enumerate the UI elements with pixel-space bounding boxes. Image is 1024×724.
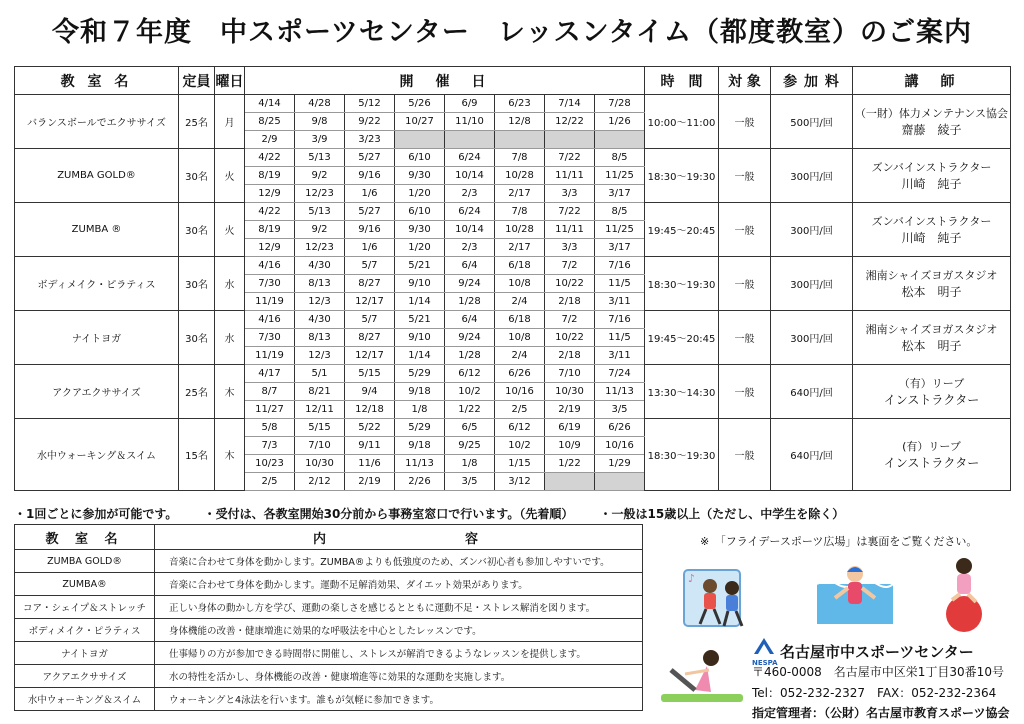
date-cell: 6/18 — [495, 257, 545, 275]
day: 水 — [215, 257, 245, 311]
description-header-row — [15, 525, 643, 550]
yoga-illustration — [655, 640, 747, 710]
description-row — [15, 573, 643, 596]
class-name: ZUMBA GOLD® — [15, 149, 179, 203]
date-cell: 8/25 — [245, 113, 295, 131]
date-cell — [595, 131, 645, 149]
target: 一般 — [719, 311, 771, 365]
date-cell: 11/11 — [545, 167, 595, 185]
date-cell: 7/3 — [245, 437, 295, 455]
date-cell: 10/16 — [495, 383, 545, 401]
date-cell: 12/3 — [295, 347, 345, 365]
date-cell: 2/19 — [545, 401, 595, 419]
nespa-logo-icon — [752, 636, 776, 658]
date-cell: 3/5 — [445, 473, 495, 491]
date-cell: 10/22 — [545, 275, 595, 293]
date-cell: 1/20 — [395, 185, 445, 203]
schedule-table — [14, 66, 1011, 491]
date-cell: 12/9 — [245, 239, 295, 257]
date-cell: 1/26 — [595, 113, 645, 131]
header-fee: 参 加 料 — [771, 67, 853, 95]
instructor-org: (有）リーブ — [902, 439, 961, 453]
instructor-name: インストラクター — [883, 455, 980, 470]
instructor — [853, 95, 1011, 149]
instructor-name: 松本 明子 — [901, 284, 962, 299]
date-cell: 5/8 — [245, 419, 295, 437]
date-cell: 4/17 — [245, 365, 295, 383]
date-cell: 1/20 — [395, 239, 445, 257]
date-cell: 10/23 — [245, 455, 295, 473]
header-capacity: 定員 — [179, 67, 215, 95]
date-cell: 7/8 — [495, 149, 545, 167]
center-manager: 指定管理者：（公財）名古屋市教育スポーツ協会 — [752, 706, 1010, 720]
date-cell: 5/1 — [295, 365, 345, 383]
date-cell: 12/17 — [345, 347, 395, 365]
schedule-row — [15, 311, 1011, 329]
date-cell: 2/19 — [345, 473, 395, 491]
instructor — [853, 149, 1011, 203]
instructor-org: （有）リーブ — [898, 376, 965, 390]
capacity: 30名 — [179, 311, 215, 365]
date-cell: 10/9 — [545, 437, 595, 455]
page-title: 令和７年度 中スポーツセンター レッスンタイム（都度教室）のご案内 — [52, 17, 972, 48]
schedule-row — [15, 257, 1011, 275]
center-name: 名古屋市中スポーツセンター — [780, 643, 974, 661]
class-name: アクアエクササイズ — [15, 365, 179, 419]
description-row — [15, 688, 643, 711]
balance-ball-illustration — [940, 556, 988, 634]
date-cell: 6/26 — [595, 419, 645, 437]
aqua-illustration — [815, 562, 895, 628]
schedule-header-row — [15, 67, 1011, 95]
header-class-name: 教 室 名 — [15, 67, 179, 95]
date-cell: 11/13 — [395, 455, 445, 473]
date-cell: 12/11 — [295, 401, 345, 419]
date-cell: 11/11 — [545, 221, 595, 239]
flyer-note: ※ 「フライデースポーツ広場」は裏面をご覧ください。 — [700, 535, 978, 548]
date-cell: 5/21 — [395, 311, 445, 329]
date-cell: 11/27 — [245, 401, 295, 419]
date-cell: 9/2 — [295, 167, 345, 185]
date-cell: 11/13 — [595, 383, 645, 401]
date-cell: 11/10 — [445, 113, 495, 131]
date-cell: 12/9 — [245, 185, 295, 203]
capacity: 30名 — [179, 257, 215, 311]
date-cell: 4/22 — [245, 149, 295, 167]
date-cell: 8/27 — [345, 275, 395, 293]
desc-content: 音楽に合わせて身体を動かします。ZUMBA®よりも低強度のため、ズンバ初心者も参加しやすいです。 — [155, 550, 643, 573]
day: 火 — [215, 203, 245, 257]
date-cell: 3/3 — [545, 185, 595, 203]
date-cell — [545, 131, 595, 149]
header-time: 時 間 — [645, 67, 719, 95]
time: 10:00～11:00 — [645, 95, 719, 149]
date-cell: 11/19 — [245, 347, 295, 365]
date-cell: 3/12 — [495, 473, 545, 491]
instructor — [853, 257, 1011, 311]
day: 火 — [215, 149, 245, 203]
instructor-name: インストラクター — [883, 392, 980, 407]
date-cell: 9/11 — [345, 437, 395, 455]
header-dates: 開 催 日 — [245, 67, 645, 95]
date-cell: 8/27 — [345, 329, 395, 347]
svg-text:♪: ♪ — [688, 572, 696, 585]
date-cell: 8/7 — [245, 383, 295, 401]
date-cell: 11/19 — [245, 293, 295, 311]
date-cell — [445, 131, 495, 149]
date-cell: 7/30 — [245, 329, 295, 347]
date-cell: 2/3 — [445, 239, 495, 257]
date-cell: 9/4 — [345, 383, 395, 401]
date-cell: 7/28 — [595, 95, 645, 113]
date-cell: 1/29 — [595, 455, 645, 473]
date-cell: 5/29 — [395, 365, 445, 383]
date-cell: 12/17 — [345, 293, 395, 311]
instructor-org: ズンバインストラクター — [871, 160, 992, 174]
capacity: 15名 — [179, 419, 215, 491]
notes — [14, 505, 1014, 522]
date-cell: 1/6 — [345, 185, 395, 203]
date-cell: 7/30 — [245, 275, 295, 293]
date-cell: 4/14 — [245, 95, 295, 113]
date-cell: 10/8 — [495, 275, 545, 293]
date-cell: 1/8 — [445, 455, 495, 473]
date-cell: 7/22 — [545, 149, 595, 167]
target: 一般 — [719, 365, 771, 419]
date-cell: 7/16 — [595, 311, 645, 329]
date-cell: 1/14 — [395, 347, 445, 365]
instructor-org: 湘南シャイズヨガスタジオ — [865, 322, 998, 336]
date-cell: 10/30 — [545, 383, 595, 401]
date-cell — [395, 131, 445, 149]
dance-illustration — [680, 562, 758, 634]
date-cell: 1/15 — [495, 455, 545, 473]
date-cell: 6/10 — [395, 149, 445, 167]
date-cell: 2/18 — [545, 347, 595, 365]
class-name: ZUMBA ® — [15, 203, 179, 257]
instructor-name: 松本 明子 — [901, 338, 962, 353]
desc-content: 音楽に合わせて身体を動かします。運動不足解消効果、ダイエット効果があります。 — [155, 573, 643, 596]
date-cell: 1/8 — [395, 401, 445, 419]
class-name: 水中ウォーキング＆スイム — [15, 419, 179, 491]
date-cell: 8/5 — [595, 203, 645, 221]
date-cell: 11/5 — [595, 275, 645, 293]
date-cell: 7/14 — [545, 95, 595, 113]
target: 一般 — [719, 419, 771, 491]
date-cell: 12/8 — [495, 113, 545, 131]
desc-content: 身体機能の改善・健康増進に効果的な呼吸法を中心としたレッスンです。 — [155, 619, 643, 642]
date-cell — [545, 473, 595, 491]
date-cell: 7/22 — [545, 203, 595, 221]
date-cell: 12/18 — [345, 401, 395, 419]
date-cell: 9/18 — [395, 383, 445, 401]
date-cell: 12/23 — [295, 239, 345, 257]
date-cell: 6/12 — [495, 419, 545, 437]
header-instructor: 講 師 — [853, 67, 1011, 95]
date-cell: 2/9 — [245, 131, 295, 149]
date-cell: 3/3 — [545, 239, 595, 257]
date-cell: 10/30 — [295, 455, 345, 473]
date-cell: 9/10 — [395, 329, 445, 347]
date-cell: 9/8 — [295, 113, 345, 131]
instructor — [853, 365, 1011, 419]
date-cell: 1/6 — [345, 239, 395, 257]
date-cell: 4/16 — [245, 311, 295, 329]
date-cell: 10/28 — [495, 221, 545, 239]
instructor-org: （一財）体力メンテナンス協会 — [854, 106, 1009, 120]
date-cell: 5/12 — [345, 95, 395, 113]
header-day: 曜日 — [215, 67, 245, 95]
date-cell: 12/3 — [295, 293, 345, 311]
date-cell: 6/9 — [445, 95, 495, 113]
note-age: ・一般は15歳以上（ただし、中学生を除く） — [599, 507, 845, 521]
date-cell: 1/22 — [445, 401, 495, 419]
center-address: 〒460-0008 名古屋市中区栄1丁目30番10号 — [752, 665, 1004, 679]
date-cell: 9/10 — [395, 275, 445, 293]
day: 木 — [215, 419, 245, 491]
fee: 500円/回 — [771, 95, 853, 149]
date-cell: 10/2 — [445, 383, 495, 401]
fee: 300円/回 — [771, 203, 853, 257]
schedule-row — [15, 203, 1011, 221]
note-per-session: ・1回ごとに参加が可能です。 — [14, 507, 178, 521]
date-cell: 1/28 — [445, 293, 495, 311]
date-cell: 7/24 — [595, 365, 645, 383]
date-cell: 8/5 — [595, 149, 645, 167]
desc-class-name: アクアエクササイズ — [15, 665, 155, 688]
desc-content: 水の特性を活かし、身体機能の改善・健康増進等に効果的な運動を実施します。 — [155, 665, 643, 688]
schedule-row — [15, 95, 1011, 113]
date-cell: 6/24 — [445, 203, 495, 221]
date-cell: 8/19 — [245, 221, 295, 239]
date-cell: 5/22 — [345, 419, 395, 437]
date-cell: 2/5 — [245, 473, 295, 491]
date-cell: 10/14 — [445, 221, 495, 239]
date-cell: 9/22 — [345, 113, 395, 131]
note-reception: ・受付は、各教室開始30分前から事務室窓口で行います。（先着順） — [203, 507, 574, 521]
date-cell: 10/16 — [595, 437, 645, 455]
description-row — [15, 619, 643, 642]
date-cell: 10/27 — [395, 113, 445, 131]
date-cell: 2/17 — [495, 185, 545, 203]
date-cell: 8/13 — [295, 275, 345, 293]
fee: 300円/回 — [771, 149, 853, 203]
desc-content: ウォーキングと4泳法を行います。誰もが気軽に参加できます。 — [155, 688, 643, 711]
desc-class-name: 水中ウォーキング＆スイム — [15, 688, 155, 711]
date-cell: 3/5 — [595, 401, 645, 419]
date-cell: 7/10 — [295, 437, 345, 455]
date-cell: 2/4 — [495, 347, 545, 365]
day: 月 — [215, 95, 245, 149]
time: 13:30～14:30 — [645, 365, 719, 419]
date-cell: 8/19 — [245, 167, 295, 185]
fee: 640円/回 — [771, 419, 853, 491]
date-cell: 11/25 — [595, 167, 645, 185]
date-cell: 6/18 — [495, 311, 545, 329]
time: 18:30～19:30 — [645, 149, 719, 203]
date-cell — [595, 473, 645, 491]
date-cell: 9/30 — [395, 221, 445, 239]
date-cell: 1/28 — [445, 347, 495, 365]
date-cell: 7/2 — [545, 311, 595, 329]
date-cell: 11/6 — [345, 455, 395, 473]
date-cell: 7/2 — [545, 257, 595, 275]
date-cell: 9/25 — [445, 437, 495, 455]
date-cell: 10/22 — [545, 329, 595, 347]
schedule-row — [15, 365, 1011, 383]
date-cell: 5/7 — [345, 257, 395, 275]
date-cell: 6/4 — [445, 257, 495, 275]
capacity: 25名 — [179, 95, 215, 149]
target: 一般 — [719, 203, 771, 257]
date-cell: 9/24 — [445, 275, 495, 293]
date-cell: 3/23 — [345, 131, 395, 149]
desc-class-name: ボディメイク・ピラティス — [15, 619, 155, 642]
date-cell: 9/18 — [395, 437, 445, 455]
date-cell: 9/30 — [395, 167, 445, 185]
date-cell: 11/5 — [595, 329, 645, 347]
date-cell: 7/10 — [545, 365, 595, 383]
date-cell: 3/11 — [595, 293, 645, 311]
date-cell: 2/4 — [495, 293, 545, 311]
date-cell: 3/17 — [595, 185, 645, 203]
instructor-org: 湘南シャイズヨガスタジオ — [865, 268, 998, 282]
header-target: 対 象 — [719, 67, 771, 95]
capacity: 25名 — [179, 365, 215, 419]
date-cell: 9/16 — [345, 221, 395, 239]
date-cell: 2/3 — [445, 185, 495, 203]
time: 18:30～19:30 — [645, 419, 719, 491]
center-phone: Tel：052-232-2327 FAX：052-232-2364 — [752, 686, 997, 700]
date-cell: 5/27 — [345, 149, 395, 167]
fee: 640円/回 — [771, 365, 853, 419]
desc-class-name: コア・シェイプ＆ストレッチ — [15, 596, 155, 619]
date-cell: 1/22 — [545, 455, 595, 473]
date-cell: 9/2 — [295, 221, 345, 239]
date-cell: 5/13 — [295, 149, 345, 167]
date-cell: 6/4 — [445, 311, 495, 329]
date-cell: 7/8 — [495, 203, 545, 221]
date-cell: 11/25 — [595, 221, 645, 239]
target: 一般 — [719, 257, 771, 311]
target: 一般 — [719, 95, 771, 149]
description-row — [15, 642, 643, 665]
date-cell: 6/12 — [445, 365, 495, 383]
date-cell: 6/24 — [445, 149, 495, 167]
date-cell: 10/2 — [495, 437, 545, 455]
capacity: 30名 — [179, 203, 215, 257]
date-cell: 3/9 — [295, 131, 345, 149]
class-name: バランスボールでエクササイズ — [15, 95, 179, 149]
time: 18:30～19:30 — [645, 257, 719, 311]
description-row — [15, 665, 643, 688]
desc-class-name: ZUMBA GOLD® — [15, 550, 155, 573]
date-cell: 8/21 — [295, 383, 345, 401]
date-cell: 6/10 — [395, 203, 445, 221]
date-cell: 10/8 — [495, 329, 545, 347]
schedule-row — [15, 149, 1011, 167]
day: 木 — [215, 365, 245, 419]
date-cell: 10/28 — [495, 167, 545, 185]
date-cell: 5/13 — [295, 203, 345, 221]
date-cell: 5/21 — [395, 257, 445, 275]
date-cell: 4/28 — [295, 95, 345, 113]
date-cell: 2/26 — [395, 473, 445, 491]
date-cell: 5/26 — [395, 95, 445, 113]
date-cell: 4/16 — [245, 257, 295, 275]
desc-header-name: 教 室 名 — [15, 525, 155, 550]
date-cell: 3/11 — [595, 347, 645, 365]
desc-class-name: ZUMBA® — [15, 573, 155, 596]
instructor — [853, 203, 1011, 257]
desc-header-content: 内 容 — [155, 525, 643, 550]
desc-content: 正しい身体の動かし方を学び、運動の楽しさを感じるとともに運動不足・ストレス解消を図ります。 — [155, 596, 643, 619]
class-name: ボディメイク・ピラティス — [15, 257, 179, 311]
date-cell: 12/22 — [545, 113, 595, 131]
date-cell: 8/13 — [295, 329, 345, 347]
date-cell: 6/26 — [495, 365, 545, 383]
date-cell: 5/15 — [345, 365, 395, 383]
instructor — [853, 311, 1011, 365]
fee: 300円/回 — [771, 257, 853, 311]
date-cell: 12/23 — [295, 185, 345, 203]
fee: 300円/回 — [771, 311, 853, 365]
date-cell: 5/7 — [345, 311, 395, 329]
desc-content: 仕事帰りの方が参加できる時間帯に開催し、ストレスが解消できるようなレッスンを提供します。 — [155, 642, 643, 665]
date-cell: 1/14 — [395, 293, 445, 311]
nespa-logo-text: NESPA — [752, 659, 778, 667]
date-cell: 9/24 — [445, 329, 495, 347]
day: 水 — [215, 311, 245, 365]
date-cell: 5/27 — [345, 203, 395, 221]
date-cell: 2/18 — [545, 293, 595, 311]
date-cell: 4/30 — [295, 311, 345, 329]
instructor-name: 川崎 純子 — [901, 176, 962, 191]
instructor — [853, 419, 1011, 491]
date-cell: 5/29 — [395, 419, 445, 437]
date-cell: 4/22 — [245, 203, 295, 221]
description-table — [14, 524, 643, 711]
date-cell: 6/19 — [545, 419, 595, 437]
schedule-row — [15, 419, 1011, 437]
date-cell: 9/16 — [345, 167, 395, 185]
date-cell: 6/5 — [445, 419, 495, 437]
date-cell: 2/17 — [495, 239, 545, 257]
capacity: 30名 — [179, 149, 215, 203]
date-cell: 4/30 — [295, 257, 345, 275]
date-cell: 3/17 — [595, 239, 645, 257]
date-cell: 6/23 — [495, 95, 545, 113]
class-name: ナイトヨガ — [15, 311, 179, 365]
instructor-name: 川崎 純子 — [901, 230, 962, 245]
date-cell: 10/14 — [445, 167, 495, 185]
date-cell — [495, 131, 545, 149]
instructor-org: ズンバインストラクター — [871, 214, 992, 228]
description-row — [15, 596, 643, 619]
date-cell: 7/16 — [595, 257, 645, 275]
instructor-name: 齋藤 綾子 — [901, 122, 962, 137]
time: 19:45～20:45 — [645, 311, 719, 365]
description-row — [15, 550, 643, 573]
target: 一般 — [719, 149, 771, 203]
date-cell: 2/5 — [495, 401, 545, 419]
date-cell: 2/12 — [295, 473, 345, 491]
date-cell: 5/15 — [295, 419, 345, 437]
time: 19:45～20:45 — [645, 203, 719, 257]
desc-class-name: ナイトヨガ — [15, 642, 155, 665]
